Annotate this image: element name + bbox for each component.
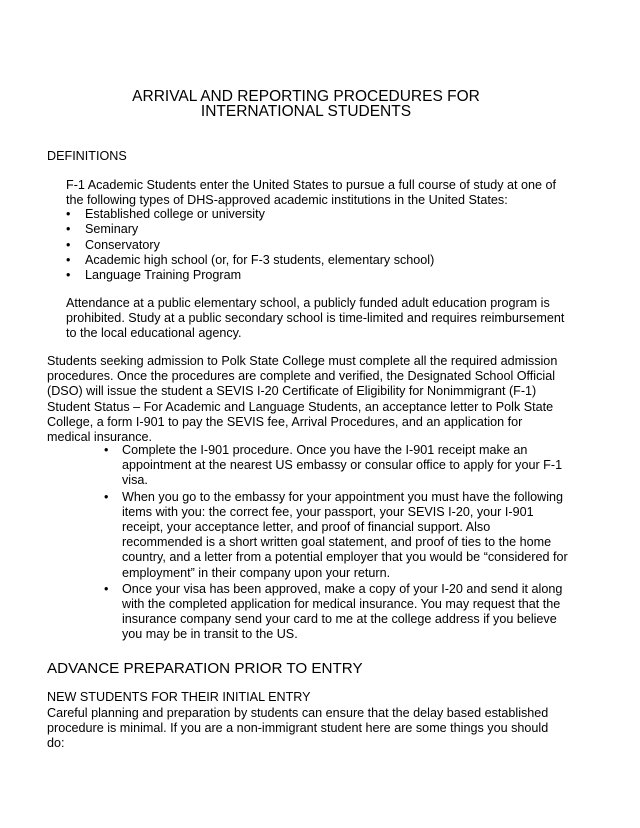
list-item: • When you go to the embassy for your appointment you must have the following items with you: the correct fee, your passport, your SEVIS I-20, your I-901 receipt, your acceptance letter, and proof of financial support. Also recommended is a short written goal statement, and proof of ties to the home country, and a letter from a potential employer that you would be “considered for employment” in their company upon your return. <box>104 490 574 581</box>
careful-planning-paragraph: Careful planning and preparation by students can ensure that the delay based established procedure is minimal. If you are a non-immigrant student here are some things you should do: <box>47 706 549 751</box>
list-item: • Language Training Program <box>66 268 434 283</box>
list-item: • Seminary <box>66 222 434 237</box>
institution-types-list <box>66 207 434 283</box>
definitions-heading: DEFINITIONS <box>47 149 127 163</box>
list-item: • Once your visa has been approved, make a copy of your I-20 and send it along with the completed application for medical insurance. You may request that the insurance company send your card to me at the college address if you believe you may be in transit to the US. <box>104 582 574 643</box>
list-item: • Complete the I-901 procedure. Once you have the I-901 receipt make an appointment at the nearest US embassy or consular office to apply for your F-1 visa. <box>104 443 574 489</box>
advance-preparation-heading: ADVANCE PREPARATION PRIOR TO ENTRY <box>47 660 363 677</box>
f1-intro-paragraph: F-1 Academic Students enter the United States to pursue a full course of study at one of the following types of DHS-approved academic institutions in the United States: <box>66 178 557 208</box>
admission-steps-list <box>104 443 574 644</box>
list-item: • Conservatory <box>66 238 434 253</box>
list-item: • Academic high school (or, for F-3 students, elementary school) <box>66 253 434 268</box>
document-title-line-1: ARRIVAL AND REPORTING PROCEDURES FOR <box>132 88 480 105</box>
admission-paragraph: Students seeking admission to Polk State College must complete all the required admission procedures. Once the procedures are complete and verified, the Designated School Official (DSO) will issue the student a SEVIS I-20 Certificate of Eligibility for Nonimmigrant (F-1) Student Status – For Academic and Language Students, an acceptance letter to Polk State College, a form I-901 to pay the SEVIS fee, Arrival Procedures, and an application for medical insurance. <box>47 354 558 445</box>
attendance-paragraph: Attendance at a public elementary school, a publicly funded adult education program is prohibited. Study at a public secondary school is time-limited and requires reimbursement to the local educational agency. <box>66 296 565 341</box>
new-students-subheading: NEW STUDENTS FOR THEIR INITIAL ENTRY <box>47 690 311 704</box>
document-title-line-2: INTERNATIONAL STUDENTS <box>200 103 412 120</box>
list-item: • Established college or university <box>66 207 434 222</box>
